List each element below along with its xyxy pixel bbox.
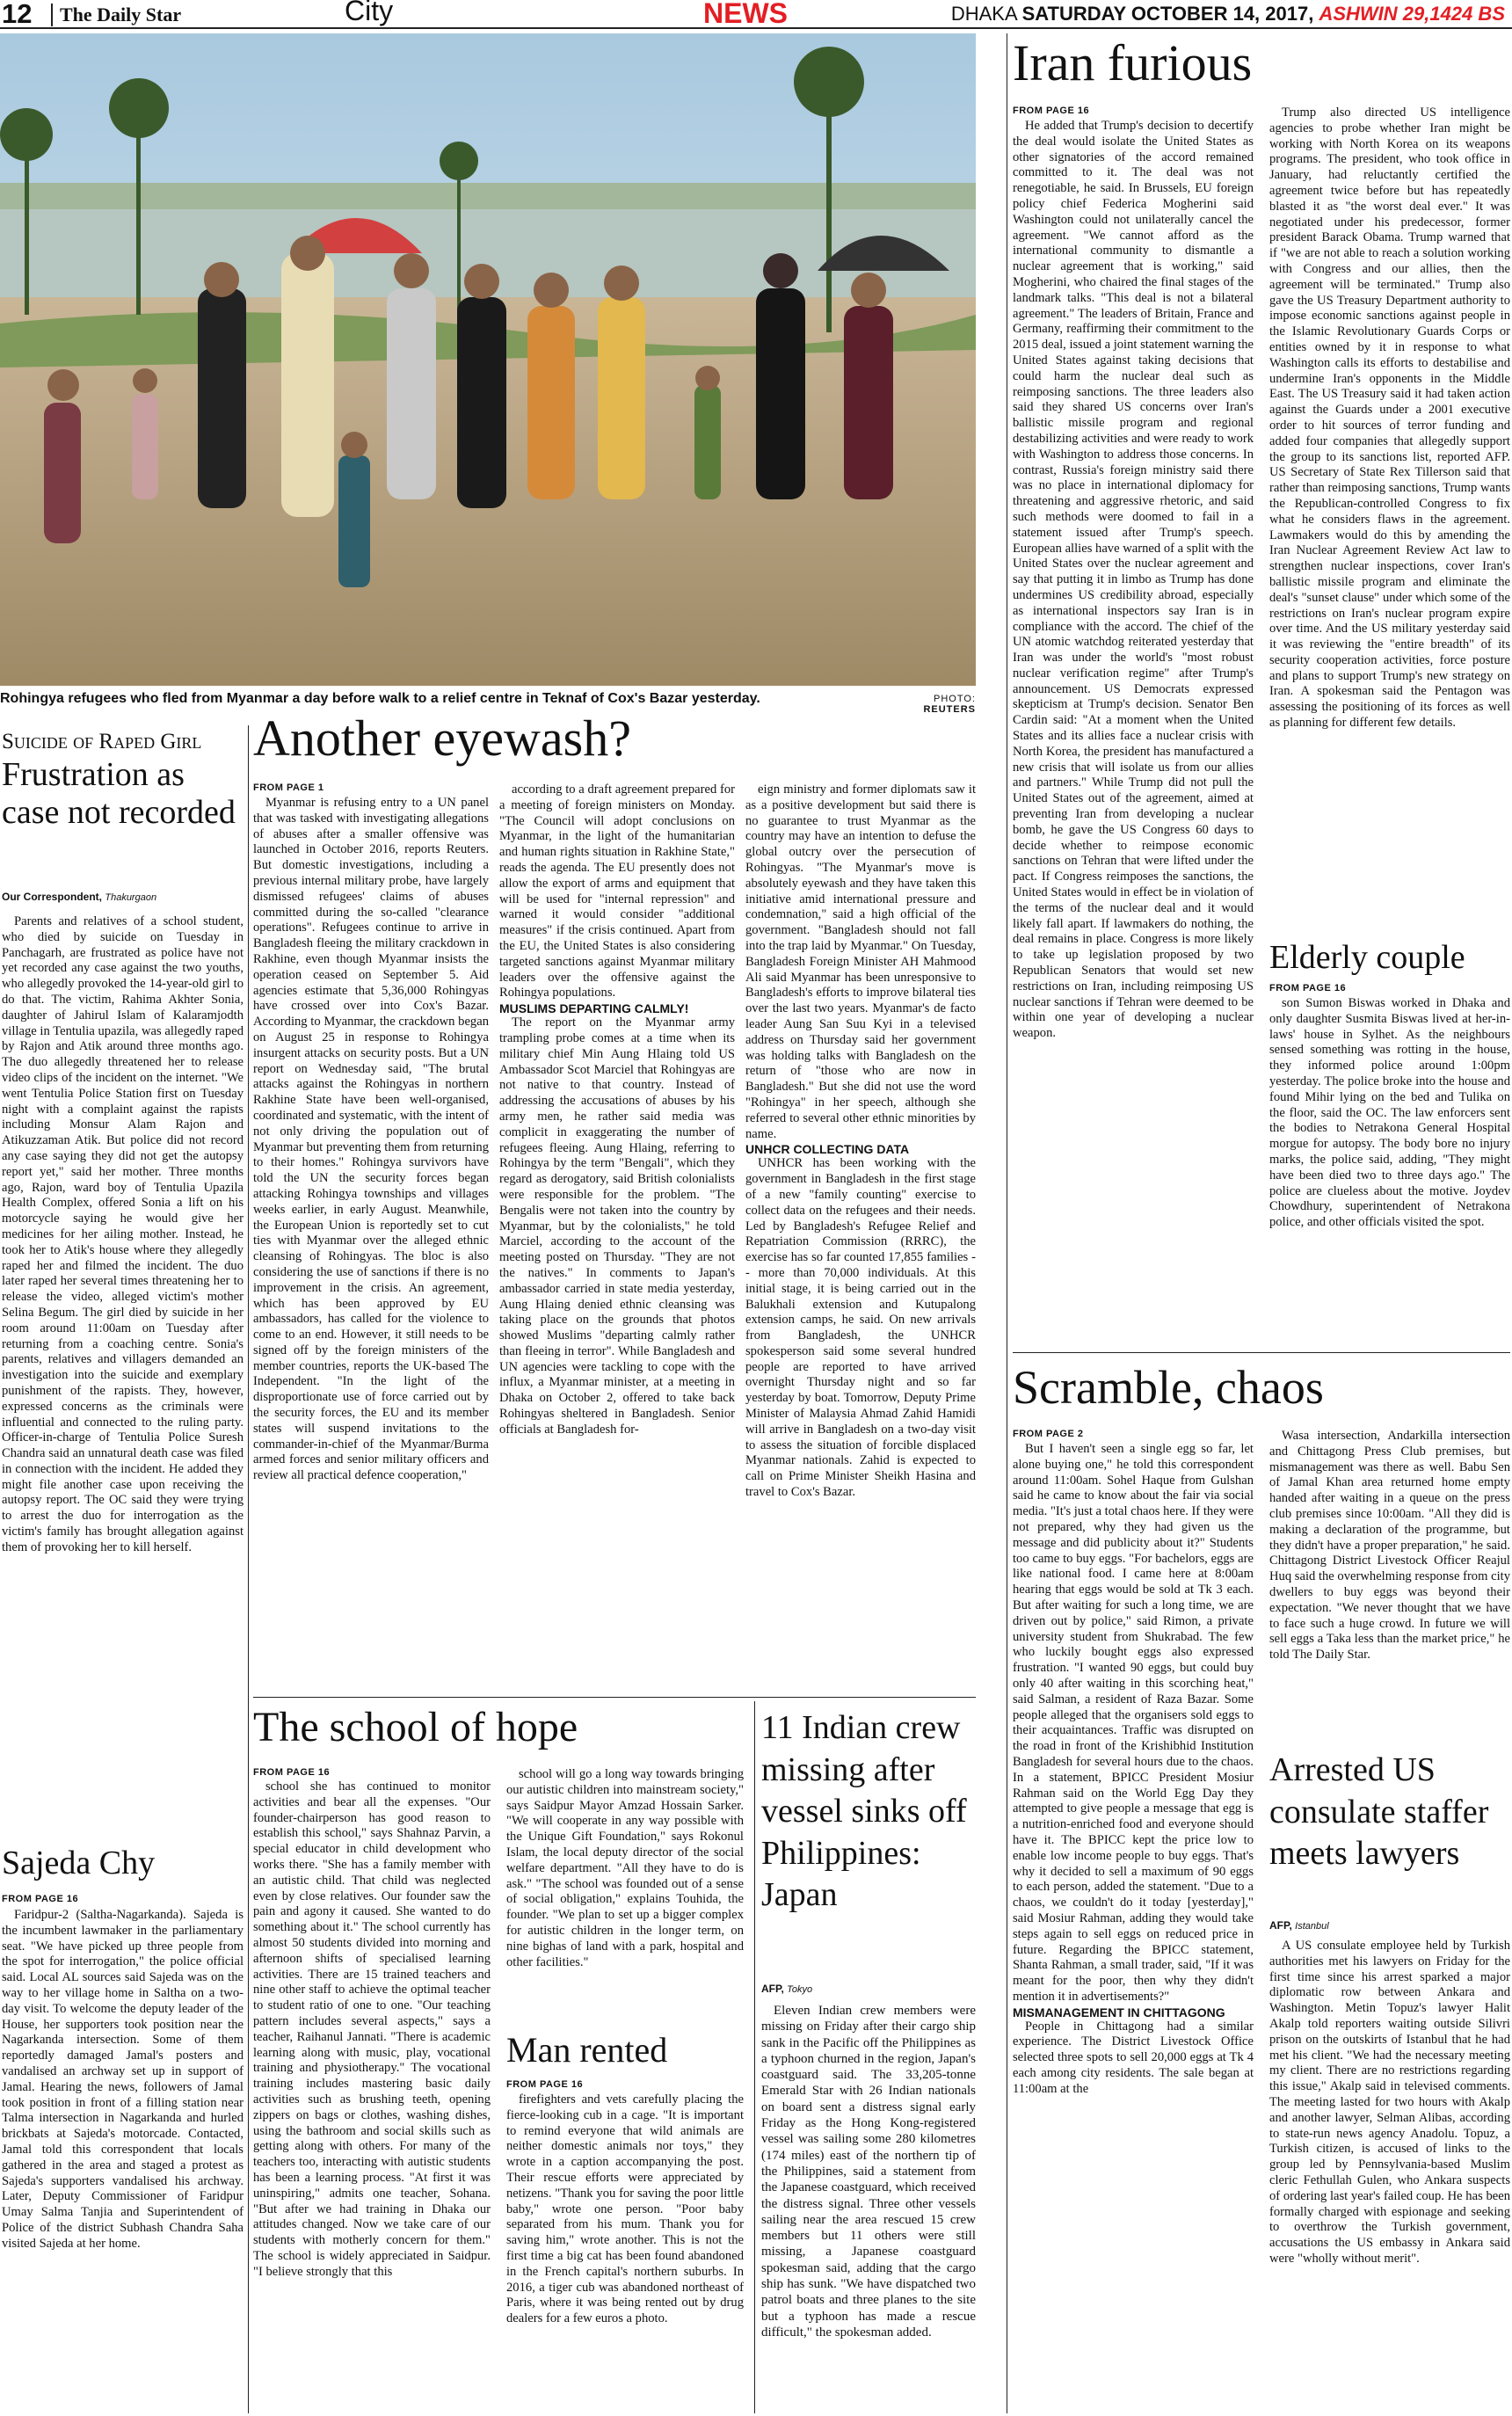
school-body-2: school will go a long way towards bringing our autistic children into mainstream society," says Saidpur Mayor Amzad Hossain Sarker. "We will cooperate in any way possible with the Unique Gift Foundation," says Rokonul Islam, the local deputy director of the social welfare department. "All they have to do is ask." "The school was founded out of a sense of social obligation," explains Touhida, the founder. "We plan to set up a bigger complex for autistic children in the longer term, on nine bighas of land with a park, hospital and other facilities." xyxy=(506,1767,744,1969)
suicide-kicker: Suicide of Raped Girl xyxy=(2,730,202,753)
scramble-body-3: Wasa intersection, Andarkilla intersection and Chittagong Press Club premises, but mismanagement was there as well. Babu Sen of Jamal Khan area returned home empty handed after waiting in a queue on the press club premises since 10:00am. "All they did is making a declaration of the programme, but they didn't have a proper preparation," he said. Chittagong District Livestock Officer Reajul Huq said the overwhelming response from city dwellers to buy eggs was beyond their expectation. "We never thought that we have to face such a huge crowd. In future we will sell eggs a Taka less than the market price," he told The Daily Star. xyxy=(1269,1429,1510,1663)
crew-byline xyxy=(761,1983,812,1995)
section-name: City xyxy=(345,0,394,26)
suicide-byline-name: Our Correspondent, xyxy=(2,891,103,903)
consulate-body: A US consulate employee held by Turkish authorities met his lawyers on Friday for the first time since his arrest sparked a major diplomatic row between Ankara and Washington. Metin Topuz's lawyer Halit Akalp told reporters waiting outside Silivri prison on the outskirts of Istanbul that he had met his client. "We had the necessary meeting my client. There are no restrictions regarding this issue," Akalp said in televised comments. The meeting lasted for two hours with Akalp and another lawyer, Selman Alibas, according to state-run news agency Anadolu. Topuz, a Turkish citizen, is accused of links to the group led by Pennsylvania-based Muslim cleric Fethullah Gulen, who Ankara suspects of ordering last year's failed coup. He has been formally charged with espionage and seeking to overthrow the Turkish government, accusations the US embassy in Ankara said were "wholly without merit". xyxy=(1269,1939,1510,2266)
iran-from: FROM PAGE 16 xyxy=(1013,106,1090,116)
crew-body: Eleven Indian crew members were missing on Friday after their cargo ship sank in the Pacific off the Philippines as a typhoon churned in the region, Japan's coastguard said. The 33,205-tonne Emerald Star with 26 Indian nationals on board sent a distress signal early Friday as the Hong Kong-registered vessel was sailing some 280 kilometres (174 miles) east of the northern tip of the Philippines, said a statement from the Japanese coastguard, which received the distress signal. Three other vessels sailing near the area rescued 15 crew members but 11 others were still missing, a Japanese coastguard spokesman said, adding that the cargo ship has sunk. "We have dispatched two patrol boats and three planes to the site but a typhoon has made a rescue difficult," the spokesman added. xyxy=(761,2004,976,2340)
bangla-date: ASHWIN 29,1424 BS xyxy=(1319,3,1505,25)
consulate-headline: Arrested US consulate staffer meets lawyers xyxy=(1269,1751,1489,1872)
rohingya-photo xyxy=(0,33,976,686)
photo-illustration xyxy=(0,33,976,686)
scramble-body-2: People in Chittagong had a similar experience. The District Livestock Office selected three spots to sell 20,000 eggs at Tk 4 each among city residents. The sale began at 11:00am at the xyxy=(1013,2019,1254,2096)
crew-byline-name: AFP, xyxy=(761,1983,784,1995)
school-headline: The school of hope xyxy=(253,1704,578,1750)
eyewash-body-1: Myanmar is refusing entry to a UN panel that was tasked with investigating allegations of abuses after a smaller offensive was launched in October 2016, reports Reuters. But domestic investigations, including a previous internal military probe, have largely dismissed refugees' claims of abuses committed during the so-called "clearance operations". Refugees continue to arrive in Bangladesh fleeing the military crackdown in Rakhine, even though Myanmar insists the operation ceased on September 5. Aid agencies estimate that 5,36,000 Rohingyas have crossed over into Cox's Bazar. According to Myanmar, the crackdown began on August 25 in response to Rohingya insurgent attacks on security posts. But a UN report on Wednesday said, "The brutal attacks against the Rohingyas in northern Rakhine State have been well-organised, coordinated and systematic, with the intent of not only driving the population out of Myanmar but preventing them from returning to their homes." Rohingya survivors have told the UN the security forces began attacking Rohingya townships and villages weeks earlier, in early August. Meanwhile, the European Union is reportedly set to cut ties with Myanmar over the alleged ethnic cleansing of Rohingyas. The bloc is also considering the use of sanctions if there is no improvement in the crisis. An agreement, which has been approved by EU ambassadors, has called for the violence to come to an end. However, it still needs to be signed off by the foreign ministers of the member countries, reports the UK-based The Independent. "In the light of the disproportionate use of force carried out by the security forces, the EU and its member states will suspend invitations to the commander-in-chief of the Myanmar/Burma armed forces and senior military officers and review all practical defence cooperation," xyxy=(253,796,489,1483)
column-rule xyxy=(248,725,249,2413)
suicide-headline: Frustration as case not recorded xyxy=(2,756,236,831)
consulate-byline xyxy=(1269,1919,1329,1932)
iran-body-2: Trump also directed US intelligence agencies to probe whether Iran might be working with North Korea on its weapons programs. The president, who took office in January, had reluctantly certified the agreement twice before but has repeatedly blasted it as "the worst deal ever." It was negotiated under his predecessor, former president Barack Obama. Trump warned that if "we are not able to reach a solution working with Congress and our allies, then the agreement will be terminated." Trump also gave the US Treasury Department authority to impose economic sanctions against people in the Islamic Revolutionary Guards Corps or entities owned by it in response to what Washington calls its efforts to destabilise and undermine Iran's opponents in the Middle East. The US Treasury said it had taken action against the Guards under a 2001 executive order to hit sources of terror funding and added four companies that allegedly support the group to its sanctions list, reported AFP. US Secretary of State Rex Tillerson said that rather than reimposing sanctions, Trump wants the Republican-controlled Congress to fix what he considers flaws in the agreement. Lawmakers would do this by amending the Iran Nuclear Agreement Review Act law to strengthen nuclear inspections, cover Iran's ballistic missile program and eliminate the deal's "sunset clause" under which some of the restrictions on Iran's nuclear program expire over time. And the US military yesterday said it was reviewing the "entire breadth" of its security cooperation activities, force posture and plans to support Trump's new strategy on Iran. A spokesman said the Pentagon was assessing the positioning of its forces as well as planning for different few details. xyxy=(1269,106,1510,731)
scramble-subhead: MISMANAGEMENT IN CHITTAGONG xyxy=(1013,2005,1225,2019)
iran-headline: Iran furious xyxy=(1013,34,1253,91)
iran-body-1: He added that Trump's decision to decertify the deal would isolate the United States as other signatories of the accord remained committed to it. The deal was not renegotiable, he said. In Brussels, EU foreign policy chief Federica Mogherini said Washington could not unilaterally cancel the agreement. "We cannot afford as the international community to dismantle a nuclear agreement that is working," said Mogherini, who chaired the final stages of the landmark talks. "This deal is not a bilateral agreement." The leaders of Britain, France and Germany, reaffirming their commitment to the 2015 deal, issued a joint statement warning the United States against taking decisions that could harm the nuclear deal such as reimposing sanctions. The three leaders also said they shared US concerns over Iran's ballistic missile program and regional destabilizing activities and were ready to work with Washington to address those concerns. In contrast, Russia's foreign ministry said there was no place in international diplomacy for threatening and aggressive rhetoric, and said such methods were doomed to fail in a statement issued after Trump's speech. European allies have warned of a split with the United States over the nuclear agreement and say that putting it in limbo as Trump has done undermines US credibility abroad, especially as international inspectors say Iran is in compliance with the accord. The chief of the UN atomic watchdog reiterated yesterday that Iran was under the world's "most robust nuclear verification regime" after Trump's announcement. US Democrats expressed skepticism at Trump's decision. Senator Ben Cardin said: "At a moment when the United States and its allies face a nuclear crisis with North Korea, the president has manufactured a new crisis that will isolate us from our allies and partners." While Trump did not pull the United States out of the agreement, aimed at preventing Iran from developing a nuclear bomb, he gave the US Congress 60 days to decide whether to reimpose economic sanctions on Tehran that were lifted under the pact. If Congress reimposes the sanctions, the United States would in effect be in violation of the terms of the nuclear deal and it would likely fall apart. If lawmakers do nothing, the deal remains in place. Congress is more likely to take up legislation proposed by two Republican Senators that would set new restrictions on Iran, including reimposing US nuclear sanctions if Tehran were deemed to be within one year of developing a nuclear weapon. xyxy=(1013,119,1254,1041)
suicide-dateline: Thakurgaon xyxy=(105,892,157,903)
suicide-byline xyxy=(2,891,244,903)
eyewash-from: FROM PAGE 1 xyxy=(253,782,324,793)
paper-logo: The Daily Star xyxy=(51,4,181,26)
photo-caption: Rohingya refugees who fled from Myanmar a day before walk to a relief centre in Teknaf of Cox's Bazar yesterday. xyxy=(0,691,760,706)
dateline xyxy=(951,3,1505,25)
scramble-from: FROM PAGE 2 xyxy=(1013,1429,1084,1439)
rented-headline: Man rented xyxy=(506,2030,668,2070)
eyewash-subhead-2: UNHCR COLLECTING DATA xyxy=(745,1142,910,1157)
sajeda-from: FROM PAGE 16 xyxy=(2,1894,79,1904)
eyewash-column-3 xyxy=(745,782,976,1692)
section-label: NEWS xyxy=(703,0,788,29)
photo-credit-label: PHOTO: xyxy=(934,694,976,704)
sajeda-headline: Sajeda Chy xyxy=(2,1845,156,1881)
eyewash-headline: Another eyewash? xyxy=(253,710,631,767)
elderly-headline: Elderly couple xyxy=(1269,939,1465,976)
rented-body: firefighters and vets carefully placing the fierce-looking cub in a cage. "It is important to remind everyone that wild animals are neither domestic animals nor toys," they wrote in a caption accompanying the post. Their rescue efforts were appreciated by netizens. "Thank you for saving the poor little baby," wrote one person. "Poor baby separated from his mum. Thank you for saving him," wrote another. This is not the first time a big cat has been found abandoned in the French capital's northern suburbs. In 2016, a tiger cub was abandoned northeast of Paris, where it was being rented out by drug dealers for a few euros a photo. xyxy=(506,2092,744,2326)
scramble-body-1: But I haven't seen a single egg so far, let alone buying one," he told this correspondent around 11:00am. Sohel Haque from Gulshan said he came to know about the fair via social media. "It's just a total chaos here. If they were not prepared, why they had given us the message and did publicity about it?" Students too came to buy eggs. "For bachelors, eggs are like national food. I came here at 8:00am hearing that eggs would be sold at Tk 3 each. But after waiting for such a long time, we are driven out by police," said Rimon, a private university student from Shukrabad. The few who luckily bought eggs also expressed frustration. "I wanted 90 eggs, but could buy only 40 after waiting in this scorching heat," said Salman, a resident of Raza Bazar. Some people alleged that the organisers sold eggs to their acquaintances. Traffic was disrupted on the road in front of the Krishibhid Institution Bangladesh for several hours due to the chaos. In a statement, BPICC President Mosiur Rahman said on the World Egg Day they attempted to give people a message that egg is a nutrition-enriched food and everyone should have it. The BPICC kept the price low to enable low income people to buy eggs. That's why it decided to sell a maximum of 90 eggs to each person, added the statement. "Due to a chaos, we couldn't do it today [yesterday]," said Mosiur Rahman, adding they would take steps again to sell eggs on reduced price in future. Regarding the BPICC statement, Shanta Rahman, a small trader, said, "If it was meant for the poor, then why they didn't mention it in advertisements?" xyxy=(1013,1442,1254,2004)
horizontal-rule xyxy=(1013,1352,1510,1353)
eyewash-subhead-1: MUSLIMS DEPARTING CALMLY! xyxy=(499,1001,689,1016)
column-rule xyxy=(754,1701,755,2413)
crew-dateline: Tokyo xyxy=(787,1984,813,1995)
page-number: 12 xyxy=(2,0,33,29)
school-from: FROM PAGE 16 xyxy=(253,1767,331,1778)
date-prefix: DHAKA xyxy=(950,3,1017,25)
school-body-1: school she has continued to monitor activities and bear all the expenses. "Our founder-chairperson has good reason to establish this school," says Shahnaz Parvin, a special educator in child development who works there. "She has a family member with an autistic child. That child was neglected even by close relatives. Our founder saw the pain and agony it caused. She wanted to do something about it." The school currently has almost 50 students divided into morning and afternoon shifts of specialised learning activities. There are 15 trained teachers and nine other staff to achieve the optimal teacher to student ratio of one to one. "Our teaching pattern includes several aspects," says a teacher, Raihanul Jannati. "There is academic learning along with music, play, vocational training and physiotherapy." The vocational training includes mastering basic daily activities such as brushing teeth, opening zippers on bags or clothes, washing dishes, using the bathroom and social skills such as getting along with others. For many of the teachers too, interacting with autistic students has been a learning process. "At first it was uninspiring," admits one teacher, Sohana. "But after we had training in Dhaka our attitudes changed. Now we take care of our students with motherly concern for them." The school is widely appreciated in Saidpur. "I believe strongly that this xyxy=(253,1779,491,2279)
masthead xyxy=(0,0,1512,29)
rented-from: FROM PAGE 16 xyxy=(506,2079,584,2090)
eyewash-body-2: according to a draft agreement prepared for a meeting of foreign ministers on Monday. "The Council will adopt conclusions on Myanmar, in the light of the humanitarian and human rights situation in Rakhine State," reads the agenda. The EU presently does not allow the export of arms and equipment that will be used for "internal repression" and warned it would consider "additional measures" if the crisis continued. Apart from the EU, the United States is also considering targeted sanctions against Myanmar military leaders over the offensive against the Rohingya populations. xyxy=(499,782,735,1001)
eyewash-body-4: eign ministry and former diplomats saw it as a positive development but said there is no guarantee to trust Myanmar as the country may have an intention to defuse the global outcry over the persecution of Rohingyas. "The Myanmar's move is absolutely eyewash and they have taken this initiative amid international pressure and condemnation," said a high official of the government. "Bangladesh should not fall into the trap laid by Myanmar." On Tuesday, Bangladesh Foreign Minister AH Mahmood Ali said Myanmar has been unresponsive to Bangladesh's efforts to improve bilateral ties over the last two years. Myanmar's de facto leader Aung San Suu Kyi in a televised address on Thursday said her government was holding talks with Bangladesh on the return of "those who are now in Bangladesh." But she did not use the word "Rohingya" in her speech, although she referred to several other ethnic minorities by name. xyxy=(745,782,976,1141)
crew-headline: 11 Indian crew missing after vessel sinks off Philippines: Japan xyxy=(761,1709,967,1913)
elderly-body: son Sumon Biswas worked in Dhaka and only daughter Susmita Biswas lived at her-in-laws' house in Sylhet. As the neighbours sensed something was rotting in the house, they informed police around 1:00pm yesterday. The police broke into the house and found Mihir lying on the bed and Tulika on the floor, said the OC. The law enforcers sent the bodies to Netrakona General Hospital morgue for autopsy. The body bore no injury marks, the police said, adding, "They might have been died two to three days ago." The police are clueless about the motive. Joydev Chowdhury, superintendent of Netrakona police, and other officials visited the spot. xyxy=(1269,996,1510,1230)
date: SATURDAY OCTOBER 14, 2017, xyxy=(1021,3,1314,25)
suicide-body: Parents and relatives of a school student, who died by suicide on Tuesday in Panchagarh, are frustrated as police have not yet recorded any case against the two youths, who allegedly provoked the 14-year-old girl to do that. The victim, Rahima Akhter Sonia, daughter of Jahirul Islam of Kalaramjodth village in Tentulia upazila, was allegedly raped by Rajon and Atik around three months ago. The duo allegedly threatened her to release video clips of the incident on the internet. "We went Tentulia Police Station first on Tuesday night with a complaint against the rapists including Monsur Alam Rajon and Atikuzzaman Atik. But police did not record any case saying they did not get the autopsy report yet," said her mother. Three months ago, Rajon, ward boy of Tentulia Upazila Health Complex, offered Sonia a lift on his motorcycle saying he would give her medicines for her ailing mother. Instead, he took her to Atik's house where they allegedly raped her and filmed the incident. The duo later raped her several times threatening her to release the video, alleged victim's mother Selina Begum. The girl died by suicide in her room around 11:00am on Tuesday after returning from a coaching centre. Sonia's parents, relatives and villagers demanded an investigation into the suicide and exemplary punishment of the rapists. They, however, expressed concerns as the criminals were influential and connected to the ruling party. Officer-in-charge of Tentulia Police Suresh Chandra said an unnatural death case was filed in connection with the incident. He added they might file another case upon receiving the autopsy report. The OC said they were trying to arrest the duo for interrogation as the victim's family has brought allegation against them of provoking her to kill herself. xyxy=(2,914,244,1554)
eyewash-column-2 xyxy=(499,782,735,1692)
horizontal-rule xyxy=(253,1697,976,1698)
sajeda-body: Faridpur-2 (Saltha-Nagarkanda). Sajeda is the incumbent lawmaker in the parliamentary seat. "We have picked up three people from the spot for interrogation," the police official said. Local AL sources said Sajeda was on the way to her village home in Saltha on a two-day visit. To welcome the deputy leader of the House, her supporters took position near the Nagarkanda intersection. Some of them reportedly damaged Jamal's posters and vandalised an archway set up in support of Jamal. Hearing the news, followers of Jamal took position in front of a filling station near Talma intersection in Nagarkanda and hurled brickbats at Sajeda's motorcade. Contacted, Jamal told this correspondent that locals gathered in the area and staged a protest as Sajeda's supporters vandalised his archway. Later, Deputy Commissioner of Faridpur Umay Salma Tanjia and Superintendent of Police of the district Subhash Chandra Saha visited Sajeda at her home. xyxy=(2,1908,244,2251)
consulate-dateline: Istanbul xyxy=(1295,1921,1329,1932)
consulate-byline-name: AFP, xyxy=(1269,1919,1292,1932)
eyewash-body-3: The report on the Myanmar army trampling probe comes at a time when its military chief Min Aung Hlaing told US Ambassador Scot Marciel that Rohingyas are not native to that country. Instead of addressing the accusations of abuses by his army men, he rather said media was complicit in exaggerating the number of refugees fleeing. Aung Hlaing, referring to Rohingya by the term "Bengali", which they regard as derogatory, said British colonialists were responsible for the problem. "The Bengalis were not taken into the country by Myanmar, but by the colonialists," he told Marciel, according to the account of the meeting posted on Thursday. "They are not the natives." In comments to Japan's ambassador carried in state media yesterday, Aung Hlaing denied ethnic cleansing was taking place on the grounds that photos showed Muslims "departing calmly rather than fleeing in terror". While Bangladesh and UN agencies were tackling to cope with the influx, a Myanmar minister, at a meeting in Dhaka on October 2, offered to take back Rohingyas sheltered in Bangladesh. Senior officials at Bangladesh for- xyxy=(499,1015,735,1437)
elderly-from: FROM PAGE 16 xyxy=(1269,983,1347,993)
eyewash-body-5: UNHCR has been working with the government in Bangladesh in the first stage of a new "family counting" exercise to collect data on the refugees and their needs. Led by Bangladesh's Refugee Relief and Repatriation Commission (RRRC), the exercise has so far counted 17,855 families -- more than 70,000 individuals. At this initial stage, it is being carried out in the Balukhali extension and Kutupalong extension camps, he said. On new arrivals from Bangladesh, the UNHCR spokesperson said some several hundred people are reported to have arrived overnight Thursday night and so far yesterday by boat. Tomorrow, Deputy Prime Minister of Malaysia Ahmad Zahid Hamidi will arrive in Bangladesh on a two-day visit to assess the situation of forcible displaced Myanmar nationals. Zahid is expected to call on Prime Minister Sheikh Hasina and travel to Cox's Bazar. xyxy=(745,1156,976,1500)
scramble-headline: Scramble, chaos xyxy=(1013,1361,1324,1414)
scramble-column-1 xyxy=(1013,1442,1254,2413)
photo-credit-source: REUTERS xyxy=(923,704,976,715)
